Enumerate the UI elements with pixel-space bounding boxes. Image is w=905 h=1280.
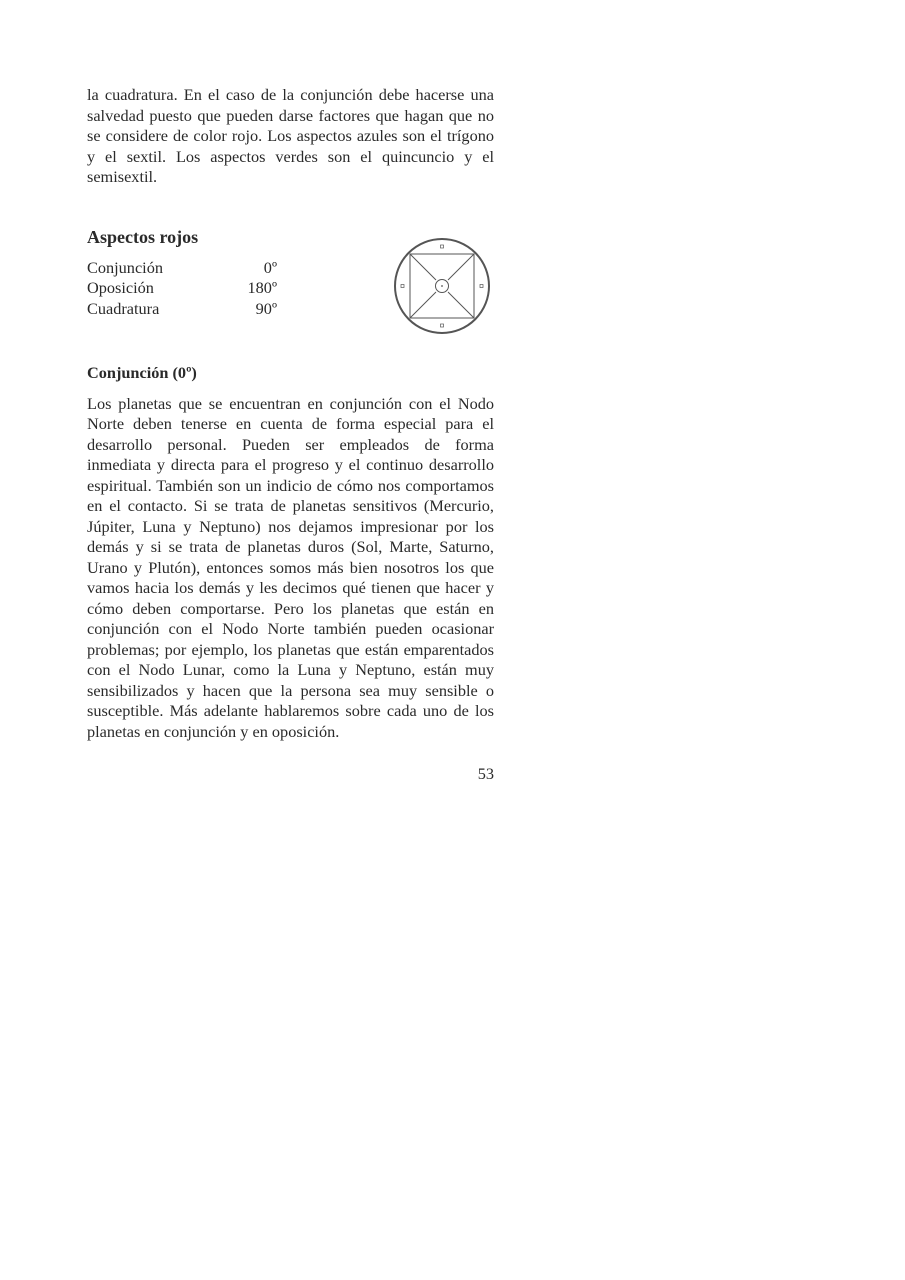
page-content xyxy=(87,85,494,786)
diagonal-line xyxy=(448,292,474,318)
aspect-name: Cuadratura xyxy=(87,298,160,318)
aspect-name: Oposición xyxy=(87,278,154,297)
intro-paragraph: la cuadratura. En el caso de la conjunción debe hacerse una salvedad puesto que pueden darse factores que hagan que no se considere de color rojo. Los aspectos azules son el trígono y el sextil. Los aspectos verdes son el quincuncio y el semisextil. xyxy=(87,85,494,186)
square-marker-left xyxy=(401,284,404,287)
section-title-red-aspects: Aspectos rojos xyxy=(87,226,199,247)
aspects-table xyxy=(87,258,277,320)
red-aspects-section xyxy=(87,228,494,332)
subsection-title-conjunction: Conjunción (0º) xyxy=(87,362,197,382)
aspect-degrees: 90º xyxy=(255,298,277,318)
aspect-degrees: 180º xyxy=(247,278,277,297)
diagonal-line xyxy=(410,292,436,318)
diagonal-line xyxy=(448,254,474,280)
table-row xyxy=(87,258,277,279)
conjunction-paragraph: Los planetas que se encuentran en conjunción con el Nodo Norte deben tenerse en cuenta de forma especial para el desarrollo personal. Pueden ser empleados de forma inmediata y directa para el progreso y el continuo desarrollo espiritual. También son un indicio de cómo nos comportamos en el contacto. Si se trata de planetas sensitivos (Mercurio, Júpiter, Luna y Neptuno) nos dejamos impresionar por los demás y si se trata de planetas duros (Sol, Marte, Saturno, Urano y Plutón), entonces somos más bien nosotros los que vamos hacia los demás y les decimos qué tienen que hacer y cómo deben comportarse. Pero los planetas que están en conjunción con el Nodo Norte también pueden ocasionar problemas; por ejemplo, los planetas que están emparentados con el Nodo Lunar, como la Luna y Neptuno, están muy sensibilizados y hacen que la persona sea muy sensible o susceptible. Más adelante hablaremos sobre cada uno de los planetas en conjunción y en oposición. xyxy=(87,393,494,741)
page-number: 53 xyxy=(477,764,494,783)
square-marker-top xyxy=(441,245,444,248)
table-row xyxy=(87,278,277,299)
table-row xyxy=(87,299,277,320)
aspect-degrees: 0º xyxy=(263,257,277,277)
center-dot xyxy=(441,285,443,287)
square-marker-right xyxy=(480,284,483,287)
aspect-wheel-diagram xyxy=(392,236,492,336)
aspect-name: Conjunción xyxy=(87,257,163,277)
square-marker-bottom xyxy=(441,324,444,327)
diagonal-line xyxy=(410,254,436,280)
